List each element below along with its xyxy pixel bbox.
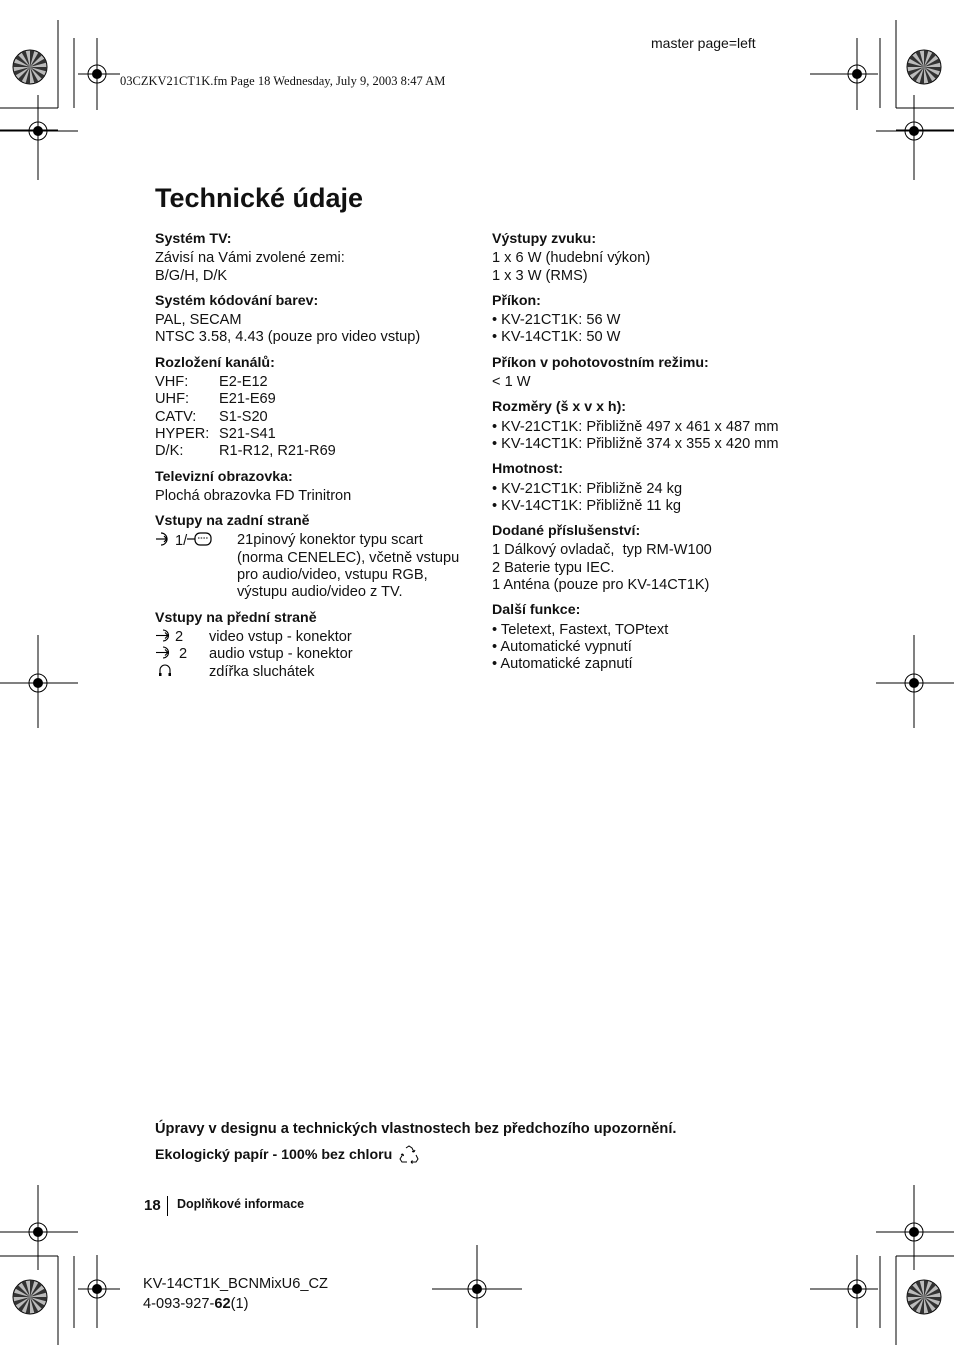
spec-line: 1 x 3 W (RMS)	[492, 267, 588, 284]
spec-heading: Televizní obrazovka:	[155, 468, 293, 485]
spec-line: B/G/H, D/K	[155, 267, 228, 284]
spec-bullet: • KV-14CT1K: 50 W	[492, 329, 832, 346]
scart-output-icon	[187, 532, 213, 546]
spec-heading: Příkon:	[492, 292, 541, 309]
code-prefix: 4-093-927-	[143, 1296, 215, 1312]
spec-line: < 1 W	[492, 374, 531, 391]
channel-band: CATV:	[155, 408, 197, 425]
specs-right-column	[492, 231, 832, 682]
spec-features	[492, 602, 832, 673]
channel-band: UHF:	[155, 391, 190, 408]
spec-heading: Další funkce:	[492, 602, 581, 619]
channel-band: D/K:	[155, 443, 184, 460]
spec-line: NTSC 3.58, 4.43 (pouze pro video vstup)	[155, 329, 421, 346]
channel-range: E2-E12	[219, 374, 268, 391]
scart-input-icon	[155, 532, 175, 546]
audio-input-icon	[155, 646, 175, 659]
spec-line: PAL, SECAM	[155, 312, 242, 329]
spec-weight	[492, 461, 832, 515]
spec-line: Závisí na Vámi zvolené zemi:	[155, 250, 345, 267]
input-number: 2	[175, 646, 188, 663]
spec-audio-output	[492, 231, 832, 285]
front-input-text: zdířka sluchátek	[209, 663, 315, 680]
spec-heading: Systém TV:	[155, 231, 232, 247]
spec-bullet: • KV-21CT1K: 56 W	[492, 312, 832, 329]
recycle-icon	[398, 1145, 420, 1165]
channel-band: HYPER:	[155, 425, 210, 442]
spec-bullet: • Automatické vypnutí	[492, 639, 832, 656]
channel-band: VHF:	[155, 374, 189, 391]
star-wheel-icon	[13, 1280, 47, 1314]
front-input-text: audio vstup - konektor	[209, 646, 353, 663]
front-input-row	[155, 646, 485, 663]
file-info-header: 03CZKV21CT1K.fm Page 18 Wednesday, July 9, 2003 8:47 AM	[120, 74, 446, 88]
section-name: Doplňkové informace	[177, 1197, 305, 1211]
spec-heading: Rozměry (š x v x h):	[492, 399, 627, 416]
input-number: 2	[175, 628, 184, 645]
spec-heading: Rozložení kanálů:	[155, 354, 275, 371]
page-title: Technické údaje	[155, 183, 364, 213]
code-suffix: (1)	[230, 1296, 249, 1312]
front-input-row	[155, 629, 485, 646]
channel-row	[155, 374, 485, 391]
eco-paper-text: Ekologický papír - 100% bez chloru	[155, 1147, 393, 1163]
spec-bullet: • KV-21CT1K: Přibližně 497 x 461 x 487 mm	[492, 419, 832, 436]
spec-bullet: • Teletext, Fastext, TOPtext	[492, 622, 832, 639]
spec-bullet: • KV-14CT1K: Přibližně 11 kg	[492, 498, 832, 515]
specs-left-column	[155, 231, 485, 689]
spec-bullet: • KV-21CT1K: Přibližně 24 kg	[492, 481, 832, 498]
document-code	[143, 1296, 248, 1312]
spec-heading: Příkon v pohotovostním režimu:	[492, 354, 709, 371]
spec-rear-inputs	[155, 513, 485, 601]
spec-front-inputs	[155, 610, 485, 681]
spec-standby-power	[492, 355, 832, 392]
front-input-text: video vstup - konektor	[209, 628, 352, 645]
spec-dimensions	[492, 399, 832, 453]
star-wheel-icon	[907, 50, 941, 84]
spec-line: Plochá obrazovka FD Trinitron	[155, 487, 352, 504]
spec-line: 2 Baterie typu IEC.	[492, 559, 615, 576]
spec-screen	[155, 469, 485, 506]
spec-accessories	[492, 523, 832, 594]
code-bold: 62	[214, 1296, 231, 1312]
spec-heading: Výstupy zvuku:	[492, 231, 597, 247]
design-change-note: Úpravy v designu a technických vlastnostech bez předchozího upozornění.	[155, 1121, 677, 1137]
channel-row	[155, 426, 485, 443]
page-divider	[167, 1196, 168, 1216]
spec-power	[492, 293, 832, 347]
channel-range: S21-S41	[219, 425, 276, 442]
channel-row	[155, 443, 485, 460]
channel-row	[155, 391, 485, 408]
eco-paper-note	[155, 1145, 420, 1165]
spec-line: 1 Anténa (pouze pro KV-14CT1K)	[492, 577, 710, 594]
front-input-row	[155, 664, 485, 681]
video-input-icon	[155, 629, 175, 642]
spec-color-system	[155, 293, 485, 347]
spec-heading: Dodané příslušenství:	[492, 523, 641, 540]
spec-line: 1 Dálkový ovladač, typ RM-W100	[492, 542, 712, 559]
channel-row	[155, 409, 485, 426]
scart-description: 21pinový konektor typu scart (norma CENELEC), včetně vstupu pro audio/video, vstupu RGB, výstupu audio/video z TV.	[237, 532, 460, 601]
spec-bullet: • Automatické zapnutí	[492, 656, 832, 673]
spec-heading: Vstupy na zadní straně	[155, 513, 310, 530]
channel-range: E21-E69	[219, 391, 276, 408]
spec-channels	[155, 355, 485, 461]
scart-icons	[155, 532, 237, 601]
master-page-label: master page=left	[651, 35, 756, 51]
scart-row	[155, 532, 485, 601]
spec-system-tv	[155, 231, 485, 285]
headphones-icon	[155, 664, 175, 677]
spec-heading: Vstupy na přední straně	[155, 609, 317, 626]
scart-number: 1/	[175, 533, 188, 550]
page-number: 18	[144, 1197, 161, 1214]
channel-range: R1-R12, R21-R69	[219, 443, 336, 460]
star-wheel-icon	[13, 50, 47, 84]
spec-line: 1 x 6 W (hudební výkon)	[492, 250, 651, 267]
spec-bullet: • KV-14CT1K: Přibližně 374 x 355 x 420 mm	[492, 436, 832, 453]
spec-heading: Systém kódování barev:	[155, 292, 319, 309]
star-wheel-icon	[907, 1280, 941, 1314]
channel-range: S1-S20	[219, 408, 268, 425]
spec-heading: Hmotnost:	[492, 461, 563, 478]
model-id: KV-14CT1K_BCNMixU6_CZ	[143, 1276, 328, 1292]
